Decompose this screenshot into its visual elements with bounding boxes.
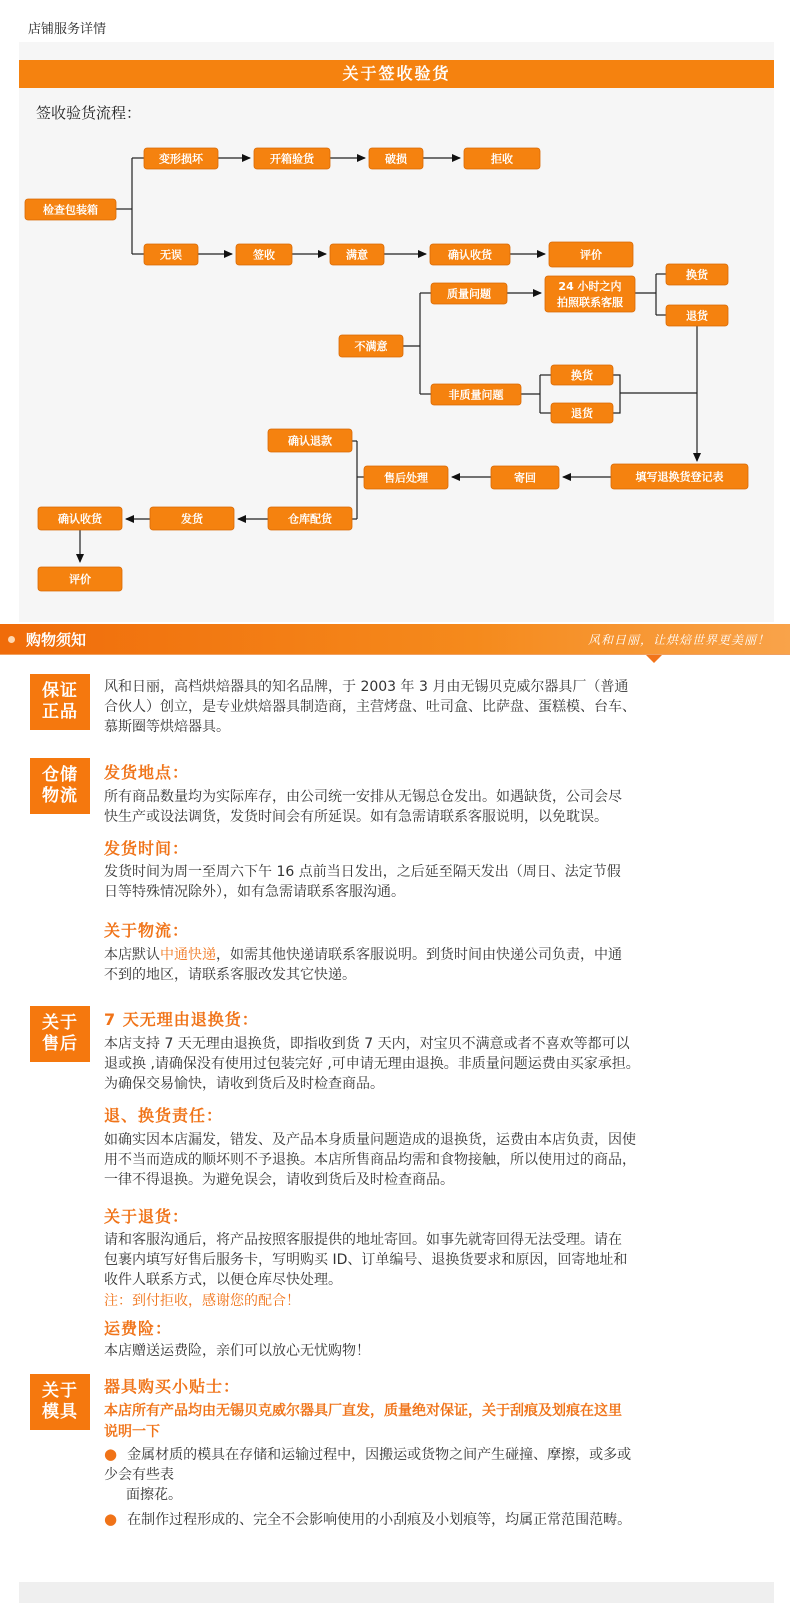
flow-node-label: 仓库配货 [288, 512, 332, 526]
text-line [104, 1444, 631, 1465]
return-title: 关于退货： [104, 1207, 190, 1226]
after-sales-badge [30, 1006, 90, 1062]
text-line: 少会有些表 [104, 1467, 174, 1483]
molds-badge [30, 1374, 90, 1430]
tips-highlight [104, 1401, 622, 1443]
flow-node-label: 不满意 [354, 340, 388, 353]
responsibility-title: 退、换货责任： [104, 1106, 224, 1125]
text-line: 一律不得退换。为避免误会，请收到货后及时检查商品。 [104, 1172, 454, 1188]
flow-node-label: 检查包装箱 [43, 203, 98, 217]
page-title: 店铺服务详情 [28, 22, 107, 37]
flow-node-review2 [38, 567, 122, 591]
guarantee-badge [30, 674, 90, 730]
flow-node-check-package [25, 199, 116, 220]
responsibility-text [104, 1130, 636, 1190]
flow-node-label: 24 小时之内 [558, 280, 622, 293]
bullet-text: 在制作过程形成的、完全不会影响使用的小刮痕及小划痕等，均属正常范围范畴。 [127, 1512, 632, 1528]
ship-time-text [104, 862, 621, 902]
text-line: 不到的地区，请联系客服改发其它快递。 [104, 967, 356, 983]
flow-node-label: 填写退换货登记表 [635, 470, 724, 484]
bullet-text: 金属材质的模具在存储和运输过程中，因搬运或货物之间产生碰撞、摩擦，或多或 [127, 1447, 632, 1463]
flow-node-label: 开箱验货 [270, 152, 314, 166]
logistics-badge [30, 758, 90, 814]
flow-node-no-error [144, 244, 198, 265]
express-post: ，如需其他快递请联系客服说明。到货时间由快递公司负责，中通 [216, 947, 622, 963]
text-line: 本店支持 7 天无理由退换货，即指收到货 7 天内，对宝贝不满意或者不喜欢等都可以 [104, 1036, 630, 1052]
text-line: 本店所有产品均由无锡贝克威尔器具厂直发，质量绝对保证，关于刮痕及划痕在这里 [104, 1403, 622, 1419]
flow-node-contact [545, 276, 635, 312]
flow-node-send-back [491, 466, 559, 489]
flow-node-exchange [666, 264, 728, 285]
header-dot-icon [8, 636, 15, 643]
insurance-title: 运费险： [104, 1319, 173, 1338]
flow-node-open-inspect [254, 148, 330, 169]
brand-slogan: 风和日丽，让烘焙世界更美丽！ [587, 633, 770, 647]
flow-node-label: 确认收货 [448, 248, 492, 262]
sign-banner: 关于签收验货 [19, 60, 774, 88]
flow-node-exchange2 [551, 365, 613, 385]
flow-node-label: 换货 [686, 268, 708, 282]
express-pre: 本店默认 [104, 947, 160, 963]
return-text [104, 1230, 627, 1290]
guarantee-text [104, 677, 636, 737]
text-line: 快生产或设法调货，发货时间会有所延误。如有急需请联系客服说明，以免耽误。 [104, 809, 608, 825]
flow-node-return [666, 305, 728, 326]
flow-node-label: 变形损坏 [159, 152, 203, 166]
flow-heading: 签收验货流程： [36, 104, 142, 122]
flow-node-dissatisfied [339, 335, 403, 357]
express-company-link: 中通快递 [160, 947, 216, 963]
flow-node-non-quality-issue [431, 384, 521, 405]
flow-node-label: 满意 [346, 248, 368, 262]
flow-node-label: 无误 [160, 248, 182, 262]
footer-band [19, 1582, 774, 1603]
bullet-icon: ● [104, 1510, 118, 1528]
ship-place-text [104, 787, 622, 827]
text-line [104, 945, 622, 965]
text-line: 如确实因本店漏发，错发、及产品本身质量问题造成的退换货，运费由本店负责，因使 [104, 1132, 636, 1148]
express-title: 关于物流： [104, 921, 190, 940]
shopping-notice-header [0, 624, 790, 654]
badge-line: 仓储 [42, 765, 78, 785]
text-line: 请和客服沟通后，将产品按照客服提供的地址寄回。如事先就寄回得无法受理。请在 [104, 1232, 622, 1248]
text-line: 风和日丽，高档烘焙器具的知名品牌，于 2003 年 3 月由无锡贝克威尔器具厂（普通 [104, 679, 629, 695]
return-note: 注：到付拒收，感谢您的配合！ [104, 1293, 300, 1309]
sign-flow-diagram [0, 0, 790, 620]
flow-node-label: 换货 [571, 369, 593, 382]
flow-node-sign [236, 244, 292, 265]
flow-node-ship [150, 507, 234, 530]
badge-line: 保证 [42, 681, 78, 701]
flow-node-return2 [551, 403, 613, 423]
text-line: 为确保交易愉快，请收到货后及时检查商品。 [104, 1076, 384, 1092]
insurance-text: 本店赠送运费险，亲们可以放心无忧购物！ [104, 1343, 370, 1359]
flow-node-label: 售后处理 [384, 471, 428, 485]
express-text [104, 945, 622, 985]
text-line: 慕斯圈等烘焙器具。 [104, 719, 230, 735]
text-line: 退或换 ,请确保没有使用过包装完好 ,可申请无理由退换。非质量问题运费由买家承担。 [104, 1056, 640, 1072]
header-notch-icon [645, 654, 663, 663]
flow-node-label: 破损 [385, 152, 407, 166]
shopping-notice-title: 购物须知 [26, 631, 87, 649]
header-divider [0, 654, 790, 655]
flow-connector [613, 375, 620, 413]
flow-node-label: 退货 [571, 407, 593, 420]
flow-node-label: 质量问题 [447, 287, 491, 301]
text-line: 日等特殊情况除外），如有急需请联系客服沟通。 [104, 884, 405, 900]
text-line: 发货时间为周一至周六下午 16 点前当日发出，之后延至隔天发出（周日、法定节假 [104, 864, 621, 880]
bullet-icon: ● [104, 1445, 118, 1463]
ship-place-title: 发货地点： [104, 763, 190, 782]
flow-node-deformed [144, 148, 218, 169]
flow-node-review [549, 242, 633, 267]
flow-node-after-sale [364, 466, 448, 489]
flow-node-label: 非质量问题 [448, 388, 504, 402]
flow-node-confirm-receipt [430, 244, 510, 265]
text-line: 面擦花。 [126, 1487, 182, 1503]
tips-title: 器具购买小贴士： [104, 1377, 241, 1396]
flow-node-quality-issue [431, 283, 507, 304]
text-line: 收件人联系方式，以便仓库尽快处理。 [104, 1272, 342, 1288]
flow-node-warehouse [268, 507, 352, 530]
flow-node-label: 签收 [253, 248, 275, 262]
flow-node-label: 寄回 [514, 471, 536, 485]
flow-node-confirm-refund [268, 429, 352, 452]
text-line: 所有商品数量均为实际库存，由公司统一安排从无锡总仓发出。如遇缺货，公司会尽 [104, 789, 622, 805]
badge-line: 售后 [42, 1034, 78, 1054]
flow-node-fill-form [611, 464, 748, 489]
flow-node-label: 退货 [686, 309, 708, 323]
text-line: 用不当而造成的顺坏则不予退换。本店所售商品均需和食物接触，所以使用过的商品， [104, 1152, 636, 1168]
badge-line: 模具 [42, 1402, 78, 1422]
text-line: 包裹内填写好售后服务卡，写明购买 ID、订单编号、退换货要求和原因，回寄地址和 [104, 1252, 628, 1268]
badge-line: 物流 [42, 786, 78, 806]
flow-node-label: 评价 [580, 248, 602, 262]
flow-node-label: 确认退款 [288, 434, 332, 448]
badge-line: 正品 [42, 702, 78, 722]
flow-node-label: 确认收货 [58, 512, 102, 526]
seven-day-text [104, 1034, 640, 1094]
flow-node-label: 拍照联系客服 [557, 296, 623, 309]
flow-node-label: 发货 [181, 512, 203, 526]
tips-bullet-1 [104, 1444, 631, 1505]
flow-node-label: 拒收 [491, 152, 513, 166]
flow-node-satisfied [330, 244, 384, 265]
flow-node-confirm-receipt2 [38, 507, 122, 530]
badge-line: 关于 [42, 1013, 78, 1033]
flow-node-damaged [369, 148, 423, 169]
flow-node-reject [464, 148, 540, 169]
text-line: 合伙人）创立，是专业烘焙器具制造商，主营烤盘、吐司盒、比萨盘、蛋糕模、台车、 [104, 699, 636, 715]
seven-day-title: 7 天无理由退换货： [104, 1010, 259, 1029]
ship-time-title: 发货时间： [104, 839, 190, 858]
flow-node-label: 评价 [69, 573, 91, 586]
text-line: 说明一下 [104, 1424, 160, 1440]
badge-line: 关于 [42, 1381, 78, 1401]
tips-bullet-2 [104, 1509, 631, 1530]
